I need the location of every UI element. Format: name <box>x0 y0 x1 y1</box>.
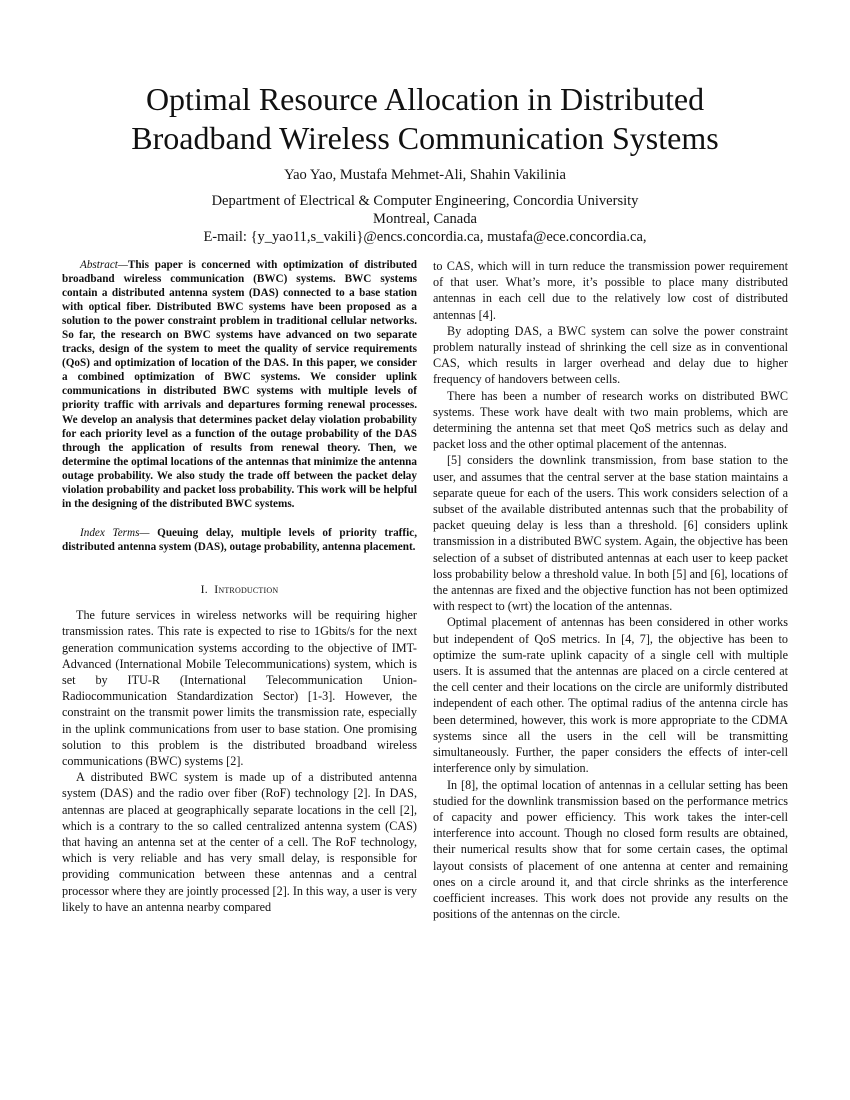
paragraph: By adopting DAS, a BWC system can solve the power constraint problem naturally instead of shrinking the cell size as in conventional CAS, which results in larger overhead and delay due to higher frequency of handovers between cells. <box>433 323 788 387</box>
index-terms <box>62 526 417 554</box>
paragraph: In [8], the optimal location of antennas in a cellular setting has been studied for the downlink transmission based on the performance metrics of capacity and power efficiency. This work takes the inter-cell interference into account. Though no closed form results are obtained, their numerical results show that for some certain cases, the optimal layout consists of placement of one antenna at center and remaining ones on a circle around it, and that circle shrinks as the interference coefficient increases. This work does not provide any results on the positions of the antennas on the circle. <box>433 777 788 922</box>
affiliation-block <box>60 192 790 246</box>
index-terms-text: Queuing delay, multiple levels of priority traffic, distributed antenna system (DAS), outage probability, antenna placement. <box>62 526 418 553</box>
title-line-1: Optimal Resource Allocation in Distributed <box>145 81 705 117</box>
index-terms-label: Index Terms <box>80 526 140 539</box>
right-column <box>433 258 788 922</box>
abstract-label: Abstract <box>80 259 118 271</box>
left-column <box>62 258 417 915</box>
paragraph: The future services in wireless networks will be requiring higher transmission rates. This rate is expected to rise to 1Gbits/s for the next generation communication systems according to the objective of IMT-Advanced (International Mobile Telecommunications) system, which is set by ITU-R (International Telecommunication Union-Radiocommunication Standardization Sector) [1-3]. However, the constraint on the transmit power limits the transmission rate, especially in the uplink communications from user to base station. One promising solution to this problem is the distributed broadband wireless communications (BWC) systems [2]. <box>62 608 417 768</box>
affiliation: Department of Electrical & Computer Engineering, Concordia University <box>211 193 639 209</box>
abstract-text: This paper is concerned with optimization of distributed broadband wireless communication (BWC) systems. BWC systems contain a distributed antenna system (DAS) connected to a base station with optical fiber. Distributed BWC systems have been proposed as a solution to the power constraint problem in traditional cellular networks. So far, the research on BWC systems have advanced on two separate tracks, design of the system to meet the quality of service requirements (QoS) and optimization of location of the DAS. In this paper, we consider a combined optimization of BWC systems. We consider uplink communications in distributed BWC systems with multiple levels of priority traffic with arrivals and departures forming renewal processes. We develop an analysis that determines packet delay violation probability for each priority level as a function of the outage probability of the DAS through the application of results from renewal theory. Then, we determine the optimal locations of the antennas that minimize the antenna outage probability. We also study the trade off between the packet delay violation probability and packet loss probability. This work will be helpful in the designing of the distributed BWC systems. <box>62 259 417 510</box>
email-line: E-mail: {y_yao11,s_vakili}@encs.concordia.ca, mustafa@ece.concordia.ca, <box>203 229 647 245</box>
paragraph: A distributed BWC system is made up of a distributed antenna system (DAS) and the radio over fiber (RoF) technology [2]. In DAS, antennas are placed at geographically separate locations in the cell [2], which is a contrary to the so called centralized antenna system (CAS) that having an antenna set at the center of a cell. The RoF technology, which is very reliable and has very small delay, is responsible for providing communication between these antennas and a central processor where they are jointly processed [2]. In this way, a user is very likely to have an antenna nearby compared <box>62 770 417 914</box>
section-title: Introduction <box>214 581 279 596</box>
index-terms-dash: — <box>139 526 150 539</box>
paragraph: Optimal placement of antennas has been considered in other works but independent of QoS metrics. In [4, 7], the objective has been to optimize the sum-rate uplink capacity of a single cell with multiple users. It is assumed that the antennas are placed on a circle centered at the cell center and their locations on the circle are uniformly distributed independent of each other. The optimal radius of the antenna circle has been determined, however, this work is more appropriate to the CDMA systems since all the users in the cell will be transmitting simultaneously. Further, the paper considers the effects of inter-cell interference only by simulation. <box>433 615 788 776</box>
paragraph: There has been a number of research works on distributed BWC systems. These work have dealt with two main problems, which are determining the antenna set that meet QoS metrics such as delay and packet loss and the other optimal placement of the antennas. <box>433 388 788 452</box>
title-line-2: Broadband Wireless Communication Systems <box>131 120 719 156</box>
abstract-dash: — <box>117 259 128 271</box>
location: Montreal, Canada <box>373 211 477 227</box>
author-list: Yao Yao, Mustafa Mehmet-Ali, Shahin Vakilinia <box>284 167 566 183</box>
paragraph: [5] considers the downlink transmission, from base station to the user, and assumes that the central server at the base station maintains a separate queue for each of the users. This work considers selection of a subset of the available distributed antennas such that the probability of packet queuing delay is less than a threshold. [6] considers uplink transmission in a distributed BWC system. Again, the objective has been selection of a subset of distributed antennas at each user to keep packet loss probability below a threshold value. In both [5] and [6], locations of the antennas are fixed and the objective function has not been optimized with respect to (wrt) the location of the antennas. <box>433 453 788 614</box>
section-heading <box>62 581 417 597</box>
paragraph: to CAS, which will in turn reduce the transmission power requirement of that user. What’s more, it’s possible to place many distributed antennas in each cell due to the relatively low cost of distributed antennas [4]. <box>433 259 788 322</box>
abstract <box>62 258 417 511</box>
section-number: I. <box>200 581 208 596</box>
paper-title <box>60 80 790 158</box>
